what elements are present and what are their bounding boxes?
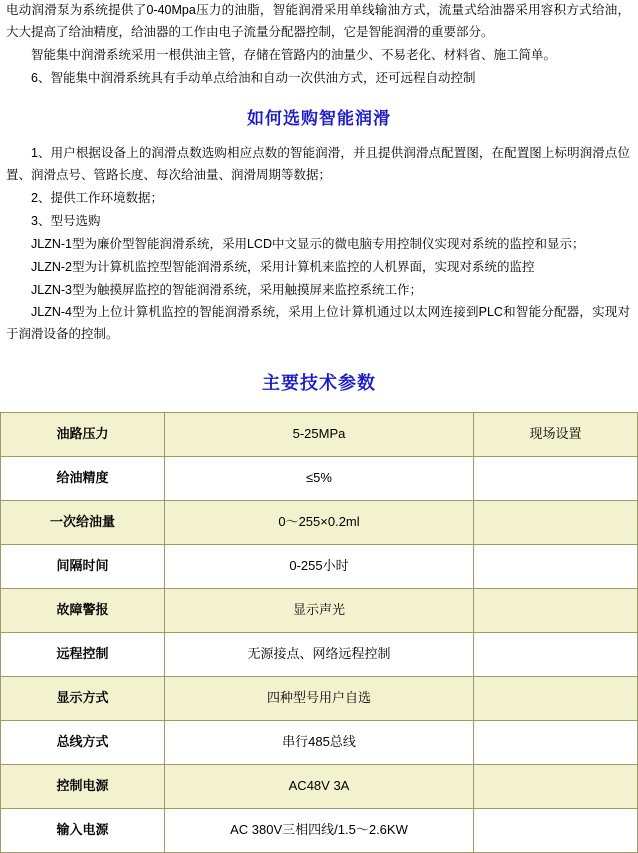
spec-extra: [474, 764, 638, 808]
intro-paragraph-3: 6、智能集中润滑系统具有手动单点给油和自动一次供油方式，还可远程自动控制: [31, 70, 476, 85]
spec-value: ≤5%: [165, 456, 474, 500]
table-row: [1, 764, 638, 808]
spec-value: AC 380V三相四线/1.5～2.6KW: [165, 808, 474, 852]
model-paragraph-3: JLZN-3型为触摸屏监控的智能润滑系统，采用触摸屏来监控系统工作；: [31, 282, 422, 297]
spec-extra: [474, 500, 638, 544]
spec-value: 0-255小时: [165, 544, 474, 588]
spec-value: 四种型号用户自选: [165, 676, 474, 720]
spec-label: 输入电源: [1, 808, 165, 852]
spec-extra: [474, 676, 638, 720]
spec-label: 故障警报: [1, 588, 165, 632]
spec-extra: [474, 720, 638, 764]
table-row: [1, 632, 638, 676]
intro-paragraph-1: 电动润滑泵为系统提供了0-40Mpa压力的油脂，智能润滑采用单线输油方式，流量式给油器采用容积方式给油，大大提高了给油精度，给油器的工作由电子流量分配器控制，它是智能润滑的重要部分。: [6, 3, 630, 39]
spec-extra: [474, 808, 638, 852]
spec-value: 显示声光: [165, 588, 474, 632]
table-row: [1, 720, 638, 764]
spec-value: AC48V 3A: [165, 764, 474, 808]
spec-extra: [474, 632, 638, 676]
spec-value: 0～255×0.2ml: [165, 500, 474, 544]
table-row: [1, 500, 638, 544]
spec-value: 无源接点、网络远程控制: [165, 632, 474, 676]
table-row: [1, 544, 638, 588]
model-paragraph-1: JLZN-1型为廉价型智能润滑系统，采用LCD中文显示的微电脑专用控制仪实现对系统的监控和显示；: [31, 236, 585, 251]
spec-extra: [474, 544, 638, 588]
table-row: [1, 456, 638, 500]
choose-paragraph-2: 2、提供工作环境数据；: [31, 191, 163, 205]
section-title-main-parameters: 主要技术参数: [262, 373, 376, 394]
table-row: [1, 676, 638, 720]
how-to-choose-section: [0, 143, 638, 346]
model-paragraph-4: JLZN-4型为上位计算机监控的智能润滑系统，采用上位计算机通过以太网连接到PLC和智能分配器，实现对于润滑设备的控制。: [6, 305, 630, 342]
section-title-how-to-choose: 如何选购智能润滑: [247, 108, 391, 128]
choose-paragraph-1: 1、用户根据设备上的润滑点数选购相应点数的智能润滑，并且提供润滑点配置图，在配置图上标明润滑点位置、润滑点号、管路长度、每次给油量、润滑周期等数据；: [6, 146, 630, 183]
spec-table: [0, 412, 638, 853]
spec-value: 串行485总线: [165, 720, 474, 764]
spec-label: 远程控制: [1, 632, 165, 676]
intro-paragraph-2: 智能集中润滑系统采用一根供油主管，存储在管路内的油量少、不易老化、材料省、施工简单。: [31, 47, 557, 62]
spec-extra: 现场设置: [474, 412, 638, 456]
spec-label: 显示方式: [1, 676, 165, 720]
intro-section: [0, 0, 638, 90]
spec-label: 间隔时间: [1, 544, 165, 588]
spec-label: 油路压力: [1, 412, 165, 456]
spec-label: 一次给油量: [1, 500, 165, 544]
table-row: [1, 588, 638, 632]
spec-table-body: [1, 412, 638, 852]
spec-extra: [474, 588, 638, 632]
spec-value: 5-25MPa: [165, 412, 474, 456]
spec-label: 给油精度: [1, 456, 165, 500]
table-row: [1, 808, 638, 852]
spec-extra: [474, 456, 638, 500]
choose-paragraph-3: 3、型号选购: [31, 213, 101, 228]
table-row: [1, 412, 638, 456]
model-paragraph-2: JLZN-2型为计算机监控型智能润滑系统，采用计算机来监控的人机界面，实现对系统的监控: [31, 259, 535, 274]
spec-label: 控制电源: [1, 764, 165, 808]
spec-label: 总线方式: [1, 720, 165, 764]
